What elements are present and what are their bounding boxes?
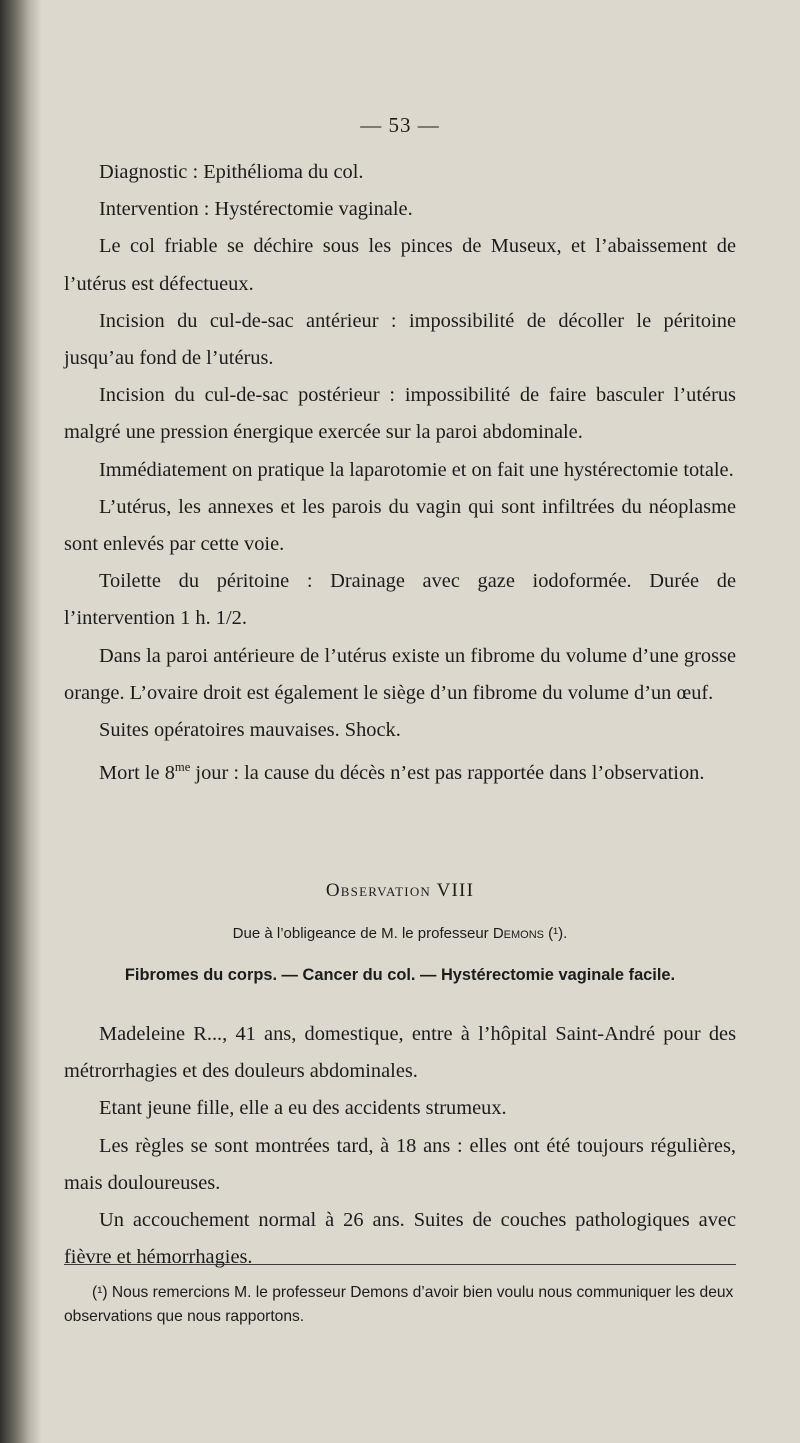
death-text-start: Mort le 8	[99, 762, 175, 785]
paragraph: Intervention : Hystérectomie vaginale.	[99, 198, 413, 221]
observation-credit	[0, 925, 800, 942]
paragraph: Etant jeune fille, elle a eu des accidents strumeux.	[99, 1097, 507, 1120]
paragraph: Toilette du péritoine : Drainage avec gaze iodoformée. Durée de l’intervention 1 h. 1/2.	[64, 570, 736, 630]
paragraph: Immédiatement on pratique la laparotomie et on fait une hystérectomie totale.	[99, 458, 734, 481]
death-paragraph	[64, 749, 736, 792]
paragraph: Un accouchement normal à 26 ans. Suites de couches pathologiques avec fièvre et hémorrhagies.	[64, 1209, 736, 1269]
observation-title: Observation VIII	[325, 880, 475, 901]
footnote-text: (¹) Nous remercions M. le professeur Demons d’avoir bien voulu nous communiquer les deux observations que nous rapportons.	[64, 1284, 734, 1325]
text-block-after	[64, 1016, 736, 1276]
paragraph: Diagnostic : Epithélioma du col.	[99, 161, 364, 183]
paragraph: L’utérus, les annexes et les parois du vagin qui sont infiltrées du néoplasme sont enlevés par cette voie.	[64, 495, 736, 556]
paragraph: Dans la paroi antérieure de l’utérus existe un fibrome du volume d’une grosse orange. L’ovaire droit est également le siège d’un fibrome du volume d’un œuf.	[64, 644, 736, 704]
paragraph: Incision du cul-de-sac postérieur : impossibilité de faire basculer l’utérus malgré une pression énergique exercée sur la paroi abdominale.	[64, 384, 736, 444]
footnote-divider	[64, 1264, 736, 1265]
paragraph: Madeleine R..., 41 ans, domestique, entre à l’hôpital Saint-André pour des métrorrhagies et des douleurs abdominales.	[64, 1023, 736, 1083]
paragraph: Les règles se sont montrées tard, à 18 ans : elles ont été toujours régulières, mais douloureuses.	[64, 1134, 736, 1194]
paragraph: Le col friable se déchire sous les pinces de Museux, et l’abaissement de l’utérus est défectueux.	[64, 235, 736, 295]
credit-note-ref: (¹).	[544, 925, 568, 942]
footnote	[64, 1281, 736, 1329]
credit-name: Demons	[492, 925, 544, 942]
ordinal-superscript: me	[174, 760, 191, 775]
paragraph: Suites opératoires mauvaises. Shock.	[99, 719, 401, 742]
page-number: — 53 —	[360, 113, 440, 137]
text-block-before	[64, 154, 736, 792]
death-text-end: jour : la cause du décès n’est pas rapportée dans l’observation.	[190, 762, 705, 785]
credit-text: Due à l’obligeance de M. le professeur	[232, 925, 493, 942]
observation-heading: Fibromes du corps. — Cancer du col. — Hystérectomie vaginale facile.	[124, 966, 676, 984]
paragraph: Incision du cul-de-sac antérieur : impossibilité de décoller le péritoine jusqu’au fond de l’utérus.	[64, 309, 736, 370]
